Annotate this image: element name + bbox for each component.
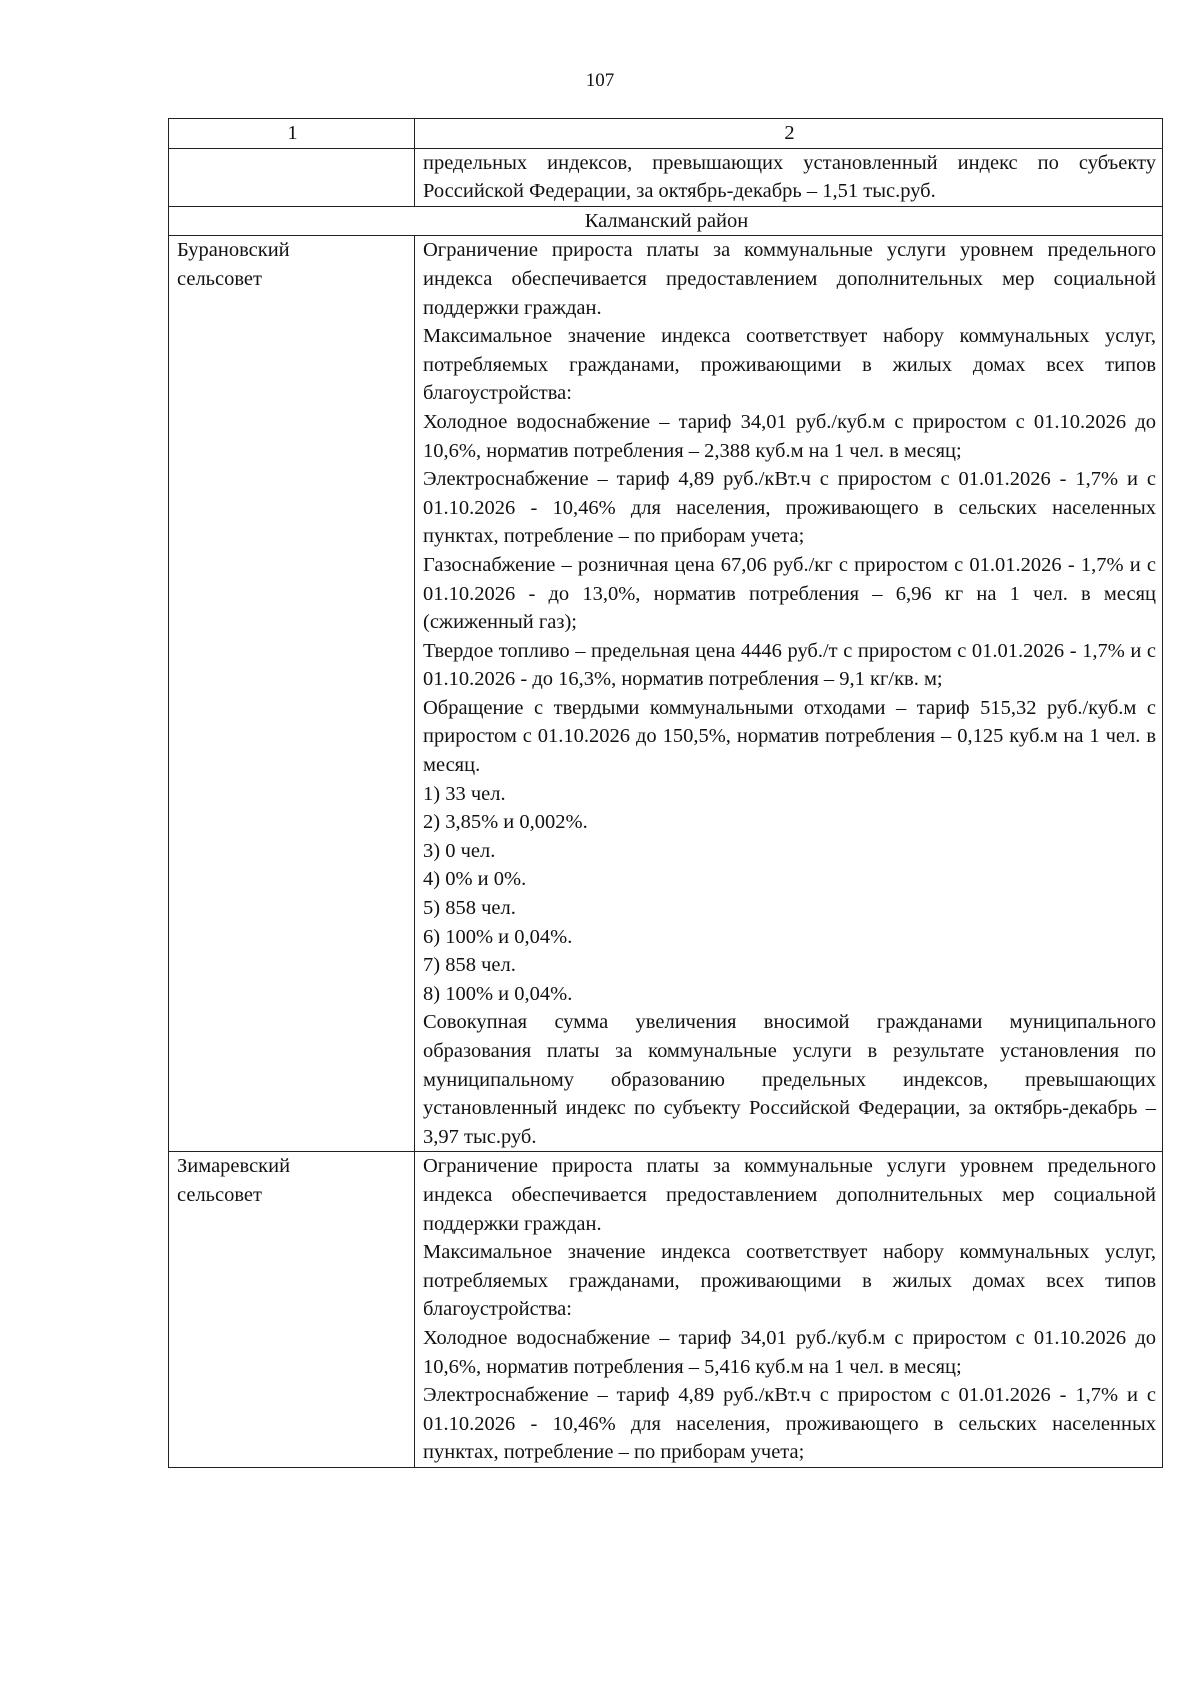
municipality-name-line: сельсовет [177,1183,262,1206]
continuation-name-cell [169,148,415,206]
page-number: 107 [585,70,615,91]
list-item: 5) 858 чел. [423,897,516,920]
description-paragraph: Ограничение прироста платы за коммунальные услуги уровнем предельного индекса обеспечивается предоставлением дополнительных мер социальной поддержки граждан. [423,1155,1156,1235]
list-item: 8) 100% и 0,04%. [423,982,573,1005]
description-paragraph: Газоснабжение – розничная цена 67,06 руб./кг с приростом с 01.01.2026 - 1,7% и с 01.10.2026 - до 13,0%, норматив потребления – 6,96 кг на 1 чел. в месяц (сжиженный газ); [423,553,1156,634]
district-name: Калманский район [169,206,1163,236]
list-item: 4) 0% и 0%. [423,868,527,891]
description-paragraph: Холодное водоснабжение – тариф 34,01 руб./куб.м с приростом с 01.10.2026 до 10,6%, норматив потребления – 5,416 куб.м на 1 чел. в месяц; [423,1326,1156,1378]
table-row [169,236,1163,1152]
municipality-name-line: Зимаревский [177,1155,291,1178]
list-item: 1) 33 чел. [423,782,506,805]
municipality-name-line: Бурановский [177,239,290,262]
list-item: 2) 3,85% и 0,002%. [423,811,588,834]
district-row [169,206,1163,236]
municipality-name-cell [169,236,415,1152]
municipality-name-cell [169,1152,415,1468]
list-item: 6) 100% и 0,04%. [423,925,573,948]
table-header-row [169,119,1163,149]
description-paragraph: Максимальное значение индекса соответствует набору коммунальных услуг, потребляемых гражданами, проживающими в жилых домах всех типов благоустройства: [423,1241,1156,1321]
municipality-name-line: сельсовет [177,267,262,290]
municipality-description-cell [415,236,1163,1152]
continuation-text: предельных индексов, превышающих установленный индекс по субъекту Российской Федерации, за октябрь-декабрь – 1,51 тыс.руб. [423,151,1156,203]
description-paragraph: Ограничение прироста платы за коммунальные услуги уровнем предельного индекса обеспечивается предоставлением дополнительных мер социальной поддержки граждан. [423,239,1156,319]
list-item: 7) 858 чел. [423,954,516,977]
description-paragraph: Максимальное значение индекса соответствует набору коммунальных услуг, потребляемых гражданами, проживающими в жилых домах всех типов благоустройства: [423,325,1156,405]
table-row [169,1152,1163,1468]
description-paragraph: Твердое топливо – предельная цена 4446 руб./т с приростом с 01.01.2026 - 1,7% и с 01.10.2026 - до 16,3%, норматив потребления – 9,1 кг/кв. м; [423,639,1156,691]
column-header-2: 2 [415,119,1163,149]
description-paragraph: Электроснабжение – тариф 4,89 руб./кВт.ч с приростом с 01.01.2026 - 1,7% и с 01.10.2026 - 10,46% для населения, проживающего в сельских населенных пунктах, потребление – по приборам учета; [423,1384,1156,1464]
summary-paragraph: Совокупная сумма увеличения вносимой гражданами муниципального образования платы за коммунальные услуги в результате установления по муниципальному образованию предельных индексов, превышающих установленный индекс по субъекту Российской Федерации, за октябрь-декабрь – 3,97 тыс.руб. [423,1011,1156,1148]
column-header-1: 1 [169,119,415,149]
continuation-row [169,148,1163,206]
description-paragraph: Электроснабжение – тариф 4,89 руб./кВт.ч с приростом с 01.01.2026 - 1,7% и с 01.10.2026 - 10,46% для населения, проживающего в сельских населенных пунктах, потребление – по приборам учета; [423,468,1156,548]
continuation-text-cell [415,148,1163,206]
municipal-index-table [168,118,1163,1468]
description-paragraph: Холодное водоснабжение – тариф 34,01 руб./куб.м с приростом с 01.10.2026 до 10,6%, норматив потребления – 2,388 куб.м на 1 чел. в месяц; [423,410,1156,462]
municipality-description-cell [415,1152,1163,1468]
description-paragraph: Обращение с твердыми коммунальными отходами – тариф 515,32 руб./куб.м с приростом с 01.10.2026 до 150,5%, норматив потребления – 0,125 куб.м на 1 чел. в месяц. [423,696,1156,777]
list-item: 3) 0 чел. [423,839,496,862]
